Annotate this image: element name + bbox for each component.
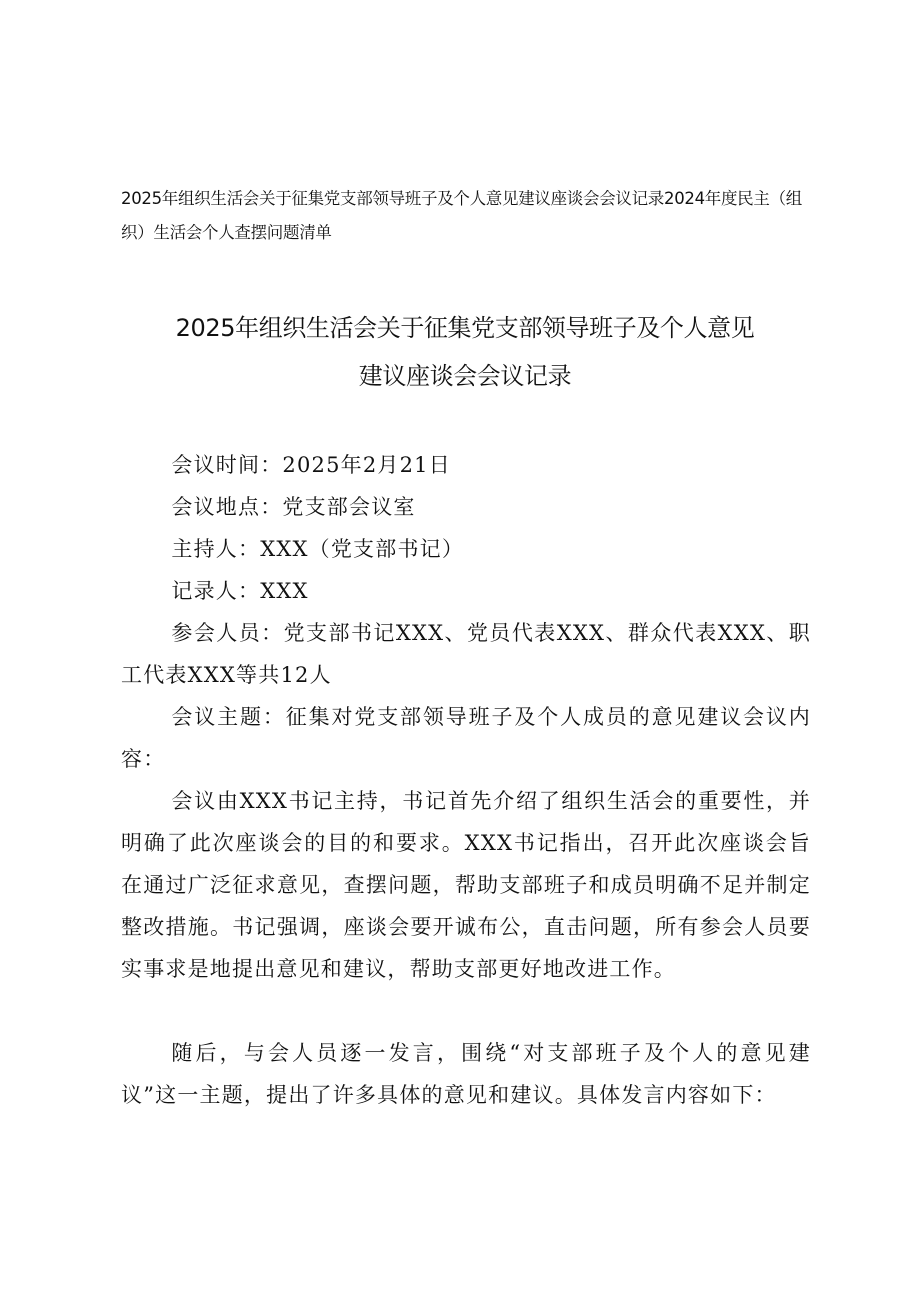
meeting-host: 主持人：XXX（党支部书记） bbox=[171, 537, 465, 561]
document-header: 2025年组织生活会关于征集党支部领导班子及个人意见建议座谈会会议记录2024年度民主（组织）生活会个人查摆问题清单 bbox=[121, 189, 802, 242]
document-body bbox=[121, 444, 811, 1116]
page-title bbox=[100, 304, 830, 400]
meeting-time: 会议时间：2025年2月21日 bbox=[171, 453, 451, 477]
meeting-topic: 会议主题：征集对党支部领导班子及个人成员的意见建议会议内容： bbox=[121, 705, 811, 771]
meeting-place: 会议地点：党支部会议室 bbox=[171, 495, 416, 519]
meeting-recorder: 记录人：XXX bbox=[171, 579, 309, 603]
title-line-2: 建议座谈会会议记录 bbox=[358, 362, 572, 390]
title-line-1: 2025年组织生活会关于征集党支部领导班子及个人意见 bbox=[175, 314, 755, 342]
meeting-attendees: 参会人员：党支部书记XXX、党员代表XXX、群众代表XXX、职工代表XXX等共12人 bbox=[121, 621, 811, 687]
paragraph-opening: 会议由XXX书记主持，书记首先介绍了组织生活会的重要性，并明确了此次座谈会的目的和要求。XXX书记指出，召开此次座谈会旨在通过广泛征求意见，查摆问题，帮助支部班子和成员明确不足并制定整改措施。书记强调，座谈会要开诚布公，直击问题，所有参会人员要实事求是地提出意见和建议，帮助支部更好地改进工作。 bbox=[121, 789, 811, 981]
paragraph-speeches: 随后，与会人员逐一发言，围绕“对支部班子及个人的意见建议”这一主题，提出了许多具体的意见和建议。具体发言内容如下： bbox=[121, 1041, 811, 1107]
